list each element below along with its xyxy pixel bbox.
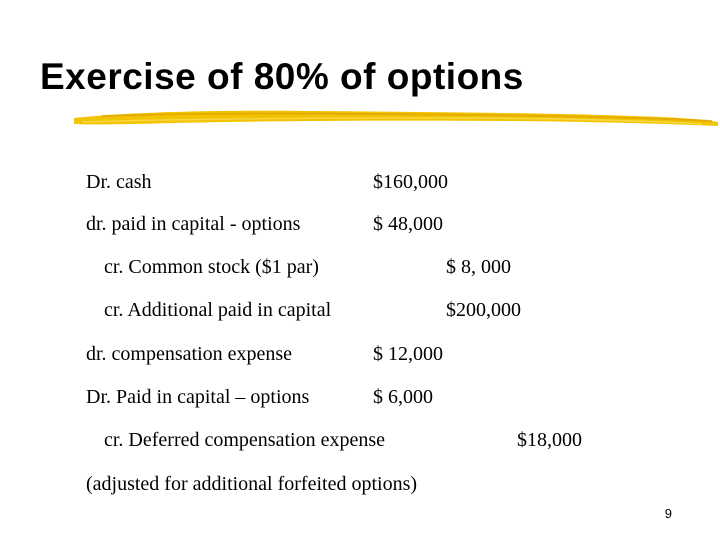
entry-account: Dr. cash (86, 171, 152, 193)
footnote: (adjusted for additional forfeited options) (86, 473, 418, 495)
title-underline-brush (72, 104, 720, 132)
page-number: 9 (664, 506, 672, 521)
slide-title: Exercise of 80% of options (40, 56, 524, 97)
entry-amount: $160,000 (373, 171, 448, 193)
entry-amount: $ 48,000 (373, 213, 443, 235)
entry-account: dr. compensation expense (86, 343, 293, 365)
entry-account: dr. paid in capital - options (86, 213, 301, 235)
entry-amount: $200,000 (446, 299, 521, 321)
entry-account: Dr. Paid in capital – options (86, 386, 310, 408)
entry-amount: $ 12,000 (373, 343, 443, 365)
entry-amount: $ 8, 000 (446, 256, 511, 278)
entry-account: cr. Common stock ($1 par) (104, 256, 319, 278)
entry-amount: $18,000 (517, 429, 582, 451)
entry-account: cr. Additional paid in capital (104, 299, 332, 321)
entry-amount: $ 6,000 (373, 386, 433, 408)
entry-account: cr. Deferred compensation expense (104, 429, 385, 451)
